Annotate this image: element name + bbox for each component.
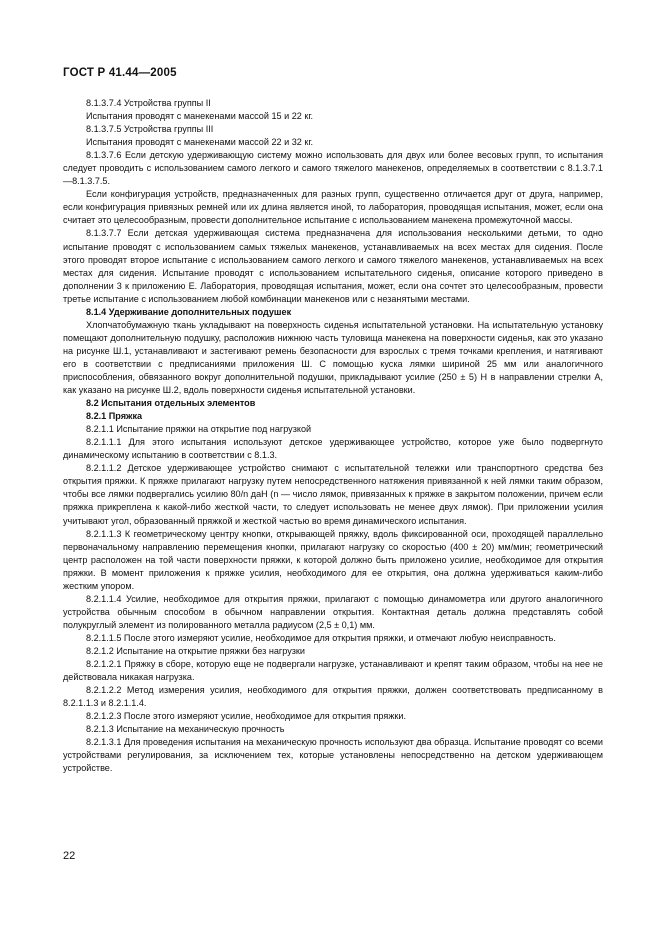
paragraph: Хлопчатобумажную ткань укладывают на поверхность сиденья испытательной установки. На испытательную установку помещают дополнительную подушку, расположив нижнюю часть туловища манекена на поверхности сиденья, как это указано на рисунке Ш.1, устанавливают и застегивают ремень безопасности для взрослых с тремя точками крепления, и натягивают его в соответствии с предписаниями приложения Ш. С помощью куска лямки шириной 25 мм или аналогичного приспособления, обвязанного вокруг дополнительной подушки, прикладывают усилие (250 ± 5) Н в направлении стрелки А, как указано на рисунке Ш.2, вдоль поверхности сиденья испытательной установки. [63,319,603,396]
paragraph: 8.2.1.1.2 Детское удерживающее устройство снимают с испытательной тележки или транспортного средства без открытия пряжки. К пряжке прилагают нагрузку путем непосредственного натяжения привязанной к ней лямки таким образом, чтобы все лямки подвергались усилию 80/n даН (n — число лямок, привязанных к пряжке в закрытом положении, причем если пряжка прикреплена к какой-либо жесткой части, то следует использовать не менее двух лямок). При приложении усилия учитывают угол, образованный пряжкой и жесткой частью во время динамического испытания. [63,463,603,526]
paragraph: 8.2.1.3 Испытание на механическую прочность [86,724,285,735]
paragraph: 8.2.1.1.4 Усилие, необходимое для открытия пряжки, прилагают с помощью динамометра или другого аналогичного устройства обычным способом в обычном направлении открытия. Контактная деталь должна представлять собой полукруглый элемент из полированного металла радиусом (2,5 ± 0,1) мм. [63,593,603,630]
paragraph: 8.2.1.1.3 К геометрическому центру кнопки, открывающей пряжку, вдоль фиксированной оси, проходящей параллельно первоначальному направлению перемещения кнопки, прилагают нагрузку со скоростью (400 ± 20) мм/мин; геометрический центр расположен на той части поверхности пряжки, к которой должно быть приложено усилие, необходимое для открытия пряжки. В момент приложения к пряжке усилия, необходимого для ее открытия, она должна удерживаться каким-либо жестким упором. [63,528,603,591]
standard-header: ГОСТ Р 41.44—2005 [63,67,177,79]
paragraph: 8.2.1.2.2 Метод измерения усилия, необходимого для открытия пряжки, должен соответствовать предписанному в 8.2.1.1.3 и 8.2.1.1.4. [63,685,603,709]
paragraph: Испытания проводят с манекенами массой 15 и 22 кг. [86,111,314,122]
paragraph: 8.1.3.7.6 Если детскую удерживающую систему можно использовать для двух или более весовых групп, то испытания следует проводить с использованием самого легкого и самого тяжелого манекенов, определяемых в соответствии с 8.1.3.7.1—8.1.3.7.5. [63,150,603,187]
paragraph: 8.1.3.7.5 Устройства группы III [86,124,214,135]
page-number: 22 [63,850,76,862]
paragraph: 8.1.3.7.7 Если детская удерживающая система предназначена для использования несколькими детьми, то одно испытание проводят с использованием самых тяжелых манекенов, устанавливаемых на всех местах для сидения. После этого проводят второе испытание с использованием самого легкого и самого тяжелого манекенов, устанавливаемых на всех местах для сидения. Испытание проводят с использованием испытательного сиденья, описание которого приведено в дополнении 3 к приложению Е. Лаборатория, проводящая испытания, может, если она сочтет это целесообразным, провести третье испытание с использованием любой комбинации манекенов или с незанятыми местами. [63,228,603,304]
paragraph: Если конфигурация устройств, предназначенных для разных групп, существенно отличается друг от друга, например, если конфигурация привязных ремней или их длина является иной, то лаборатория, проводящая испытания, может, если она считает это целесообразным, провести дополнительное испытание с использованием манекена промежуточной массы. [63,189,603,226]
paragraph: Испытания проводят с манекенами массой 22 и 32 кг. [86,137,314,148]
paragraph: 8.2.1.2.3 После этого измеряют усилие, необходимое для открытия пряжки. [86,711,406,722]
section-heading: 8.2.1 Пряжка [86,411,143,422]
paragraph: 8.2.1.1.1 Для этого испытания используют детское удерживающее устройство, которое уже было подвергнуто динамическому испытанию в соответствии с 8.1.3. [63,437,603,461]
paragraph: 8.2.1.2 Испытание на открытие пряжки без нагрузки [86,645,305,656]
paragraph: 8.2.1.3.1 Для проведения испытания на механическую прочность используют два образца. Испытание проводят со всеми устройствами регулирования, за исключением тех, которые установлены непосредственно на детском удерживающем устройстве. [63,737,603,774]
section-heading: 8.1.4 Удерживание дополнительных подушек [86,306,292,317]
document-body [63,97,603,775]
paragraph: 8.1.3.7.4 Устройства группы II [86,98,211,108]
paragraph: 8.2.1.1 Испытание пряжки на открытие под нагрузкой [86,424,312,435]
section-heading: 8.2 Испытания отдельных элементов [86,398,256,409]
paragraph: 8.2.1.1.5 После этого измеряют усилие, необходимое для открытия пряжки, и отмечают любую неисправность. [86,632,556,643]
paragraph: 8.2.1.2.1 Пряжку в сборе, которую еще не подвергали нагрузке, устанавливают и крепят таким образом, чтобы на нее не действовала никакая нагрузка. [63,659,603,683]
